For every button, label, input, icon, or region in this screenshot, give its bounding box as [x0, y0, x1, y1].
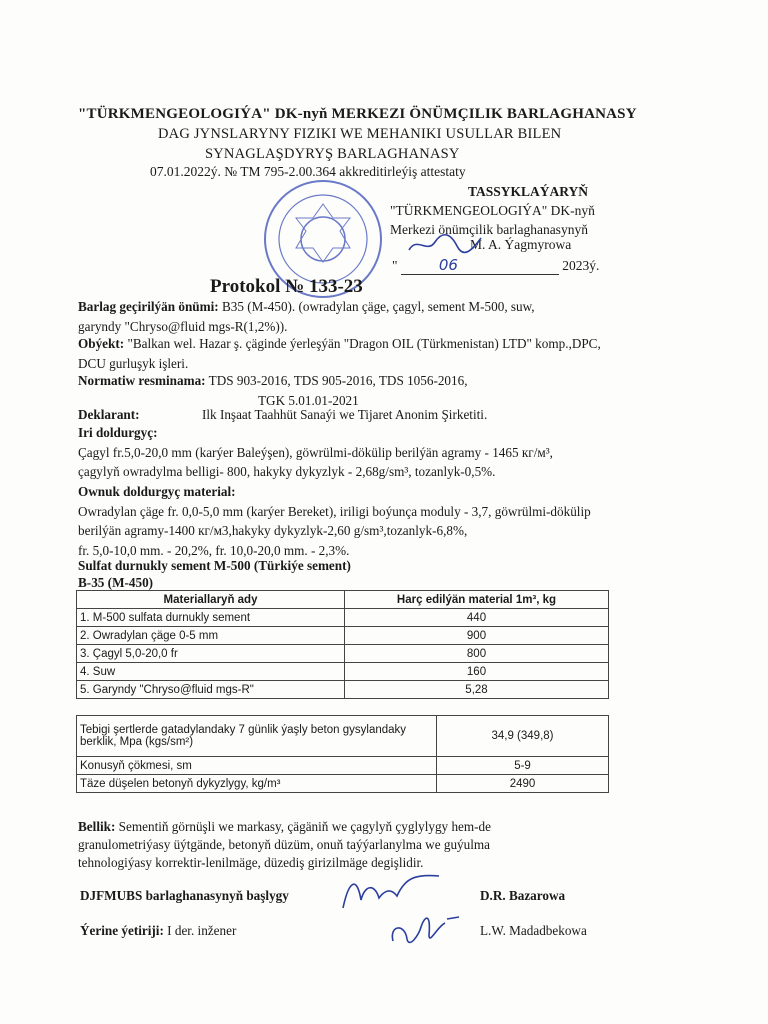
result-parameter: Tebigi şertlerde gatadylandaky 7 günlik ýaşly beton gysylandaky berklik, Mpa (kgs/sm²)	[77, 716, 437, 757]
executor-label: Ýerine ýetiriji:	[80, 923, 164, 938]
material-amount: 160	[345, 663, 609, 681]
coarse-aggregate-label: Iri doldurgyç:	[78, 425, 158, 440]
fine-aggregate-section	[78, 482, 678, 560]
cement-label: Sulfat durnukly sement M-500 (Türkiýe sement)	[78, 558, 351, 573]
note-line-2: granulometriýasy üýtgände, betonyň düzüm, onuň taýýarlanylma we guýulma	[78, 837, 491, 852]
approval-title: TASSYKLAÝARYŇ	[468, 184, 589, 199]
coarse-aggregate-text-1: Çagyl fr.5,0-20,0 mm (karýer Baleýşen), göwrülmi-dökülip berilýän agramy - 1465 кг/м³,	[78, 444, 553, 460]
material-name: 2. Owradylan çäge 0-5 mm	[77, 627, 345, 645]
normative-label: Normatiw resminama:	[78, 373, 206, 388]
accreditation-line: 07.01.2022ý. № TM 795-2.00.364 akkreditirleýiş attestaty	[150, 164, 466, 179]
table-row	[77, 681, 609, 699]
table-row	[77, 663, 609, 681]
executor	[80, 923, 236, 939]
approval-name: M. A. Ýagmyrowa	[470, 237, 572, 252]
table-header-amount: Harç edilýän material 1m³, kg	[345, 591, 609, 609]
head-title: DJFMUBS barlaghanasynyň başlygy	[80, 888, 289, 903]
table-row	[77, 716, 609, 757]
note-section	[78, 818, 678, 872]
object-value: "Balkan wel. Hazar ş. çäginde ýerleşýän "Dragon OIL (Türkmenistan) LTD" komp.,DPC,	[124, 336, 601, 351]
normative-value-cont: TGK 5.01.01-2021	[258, 392, 359, 408]
result-value: 34,9 (349,8)	[437, 716, 609, 757]
test-results-table	[76, 715, 609, 793]
material-name: 4. Suw	[77, 663, 345, 681]
result-value: 2490	[437, 775, 609, 793]
product-label: Barlag geçirilýän önümi:	[78, 299, 219, 314]
approval-lab: Merkezi önümçilik barlaghanasynyň	[390, 222, 588, 237]
result-parameter: Konusyň çökmesi, sm	[77, 757, 437, 775]
object-value-cont: DCU gurluşyk işleri.	[78, 355, 189, 371]
product-value: B35 (M-450). (owradylan çäge, çagyl, sement M-500, suw,	[218, 299, 535, 314]
executor-position: I der. inžener	[163, 923, 237, 938]
approval-org: "TÜRKMENGEOLOGIÝA" DK-nyň	[390, 203, 595, 218]
declarant-value: Ilk Inşaat Taahhüt Sanaýi we Tijaret Anonim Şirketiti.	[202, 407, 488, 422]
material-amount: 800	[345, 645, 609, 663]
protocol-title: Protokol № 133-23	[210, 276, 363, 297]
material-name: 3. Çagyl 5,0-20,0 fr	[77, 645, 345, 663]
material-amount: 5,28	[345, 681, 609, 699]
approval-date	[392, 256, 599, 275]
object-label: Obýekt:	[78, 336, 125, 351]
result-value: 5-9	[437, 757, 609, 775]
org-header-line3: SYNAGLAŞDYRYŞ BARLAGHANASY	[205, 146, 460, 162]
head-name: D.R. Bazarowa	[480, 888, 566, 903]
normative-value: TDS 903-2016, TDS 905-2016, TDS 1056-2016,	[205, 373, 468, 388]
grade-label: B-35 (M-450)	[78, 575, 154, 590]
approval-date-year: 2023ý.	[562, 258, 600, 273]
material-name: 1. M-500 sulfata durnukly sement	[77, 609, 345, 627]
material-amount: 900	[345, 627, 609, 645]
note-label: Bellik:	[78, 819, 116, 834]
org-header-line1: "TÜRKMENGEOLOGIÝA" DK-nyň MERKEZI ÖNÜMÇILIK BARLAGHANASY	[78, 106, 637, 122]
fine-aggregate-label: Ownuk doldurgyç material:	[78, 484, 236, 499]
table-row	[77, 645, 609, 663]
executor-signature	[385, 905, 465, 955]
approval-date-month: 06	[401, 256, 559, 275]
declarant-field	[78, 405, 678, 425]
coarse-aggregate-text-2: çagylyň owradylma belligi- 800, hakyky dykyzlyk - 2,68g/sm³, tozanlyk-0,5%.	[78, 464, 496, 479]
table-row	[77, 757, 609, 775]
table-header-material: Materiallaryň ady	[77, 591, 345, 609]
object-field	[78, 334, 678, 373]
approval-date-quote: "	[392, 258, 398, 273]
fine-aggregate-text-1: Owradylan çäge fr. 0,0-5,0 mm (karýer Bereket), iriligi boýunça moduly - 3,7, göwrülmi-dökülip	[78, 503, 591, 519]
approval-signature	[405, 228, 485, 258]
table-row	[77, 627, 609, 645]
table-header-row	[77, 591, 609, 609]
result-parameter: Täze düşelen betonyň dykyzlygy, kg/m³	[77, 775, 437, 793]
fine-aggregate-text-2: berilýän agramy-1400 кг/м3,hakyky dykyzlyk-2,60 g/sm³,tozanlyk-6,8%,	[78, 523, 468, 538]
declarant-label: Deklarant:	[78, 407, 140, 422]
note-line-3: tehnologiýasy korrektir-lenilmäge, düzediş girizilmäge degişlidir.	[78, 855, 424, 870]
product-field	[78, 297, 678, 336]
fine-aggregate-text-3: fr. 5,0-10,0 mm. - 20,2%, fr. 10,0-20,0 mm. - 2,3%.	[78, 542, 350, 558]
note-line-1: Sementiň görnüşli we markasy, çägäniň we çagylyň çyglylygy hem-de	[115, 819, 491, 834]
table-row	[77, 775, 609, 793]
executor-name: L.W. Madadbekowa	[480, 923, 587, 938]
org-header-line2: DAG JYNSLARYNY FIZIKI WE MEHANIKI USULLAR BILEN	[158, 126, 562, 142]
coarse-aggregate-section	[78, 423, 678, 482]
product-value-cont: garyndy "Chryso@fluid mgs-R(1,2%)).	[78, 318, 288, 334]
material-name: 5. Garyndy "Chryso@fluid mgs-R"	[77, 681, 345, 699]
material-amount: 440	[345, 609, 609, 627]
table-row	[77, 609, 609, 627]
mix-composition-table	[76, 590, 609, 699]
